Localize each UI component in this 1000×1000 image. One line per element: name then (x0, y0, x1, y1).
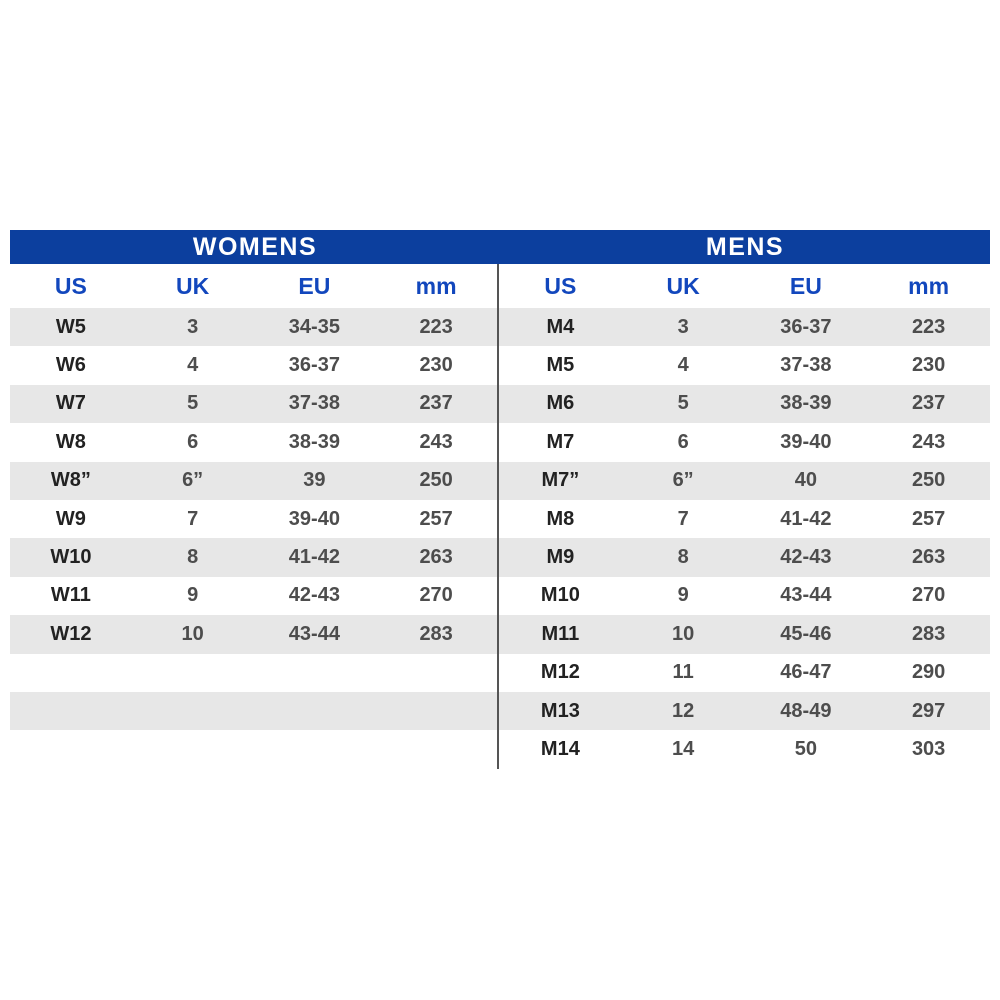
column-header-row (10, 264, 497, 308)
size-label-cell: M7 (546, 430, 575, 453)
size-label-cell: M8 (546, 507, 575, 530)
size-value-cell: 237 (911, 392, 946, 415)
size-label-cell: M6 (546, 392, 575, 415)
size-value-cell: 283 (419, 622, 453, 645)
column-header-row (499, 264, 990, 308)
size-value-cell: 290 (911, 661, 946, 684)
size-value-cell: 42-43 (288, 584, 340, 607)
size-value-cell: 7 (677, 507, 689, 530)
size-value-cell: 43-44 (288, 622, 340, 645)
mens-size-table (499, 264, 990, 769)
size-value-cell: 40 (794, 469, 817, 492)
table-row (10, 423, 497, 461)
size-value-cell: 270 (419, 584, 453, 607)
table-row (499, 538, 990, 576)
size-value-cell: 37-38 (780, 354, 832, 377)
column-header: mm (908, 272, 950, 299)
size-value-cell: 48-49 (780, 699, 832, 722)
size-value-cell: 5 (187, 392, 199, 415)
size-value-cell: 303 (911, 737, 946, 760)
womens-size-table (10, 264, 497, 769)
size-value-cell: 10 (672, 622, 695, 645)
size-label-cell: M14 (540, 737, 580, 760)
size-value-cell: 8 (677, 546, 689, 569)
size-label-cell: W5 (55, 315, 86, 338)
size-value-cell: 34-35 (288, 315, 340, 338)
size-value-cell: 42-43 (780, 546, 832, 569)
size-value-cell: 45-46 (780, 622, 832, 645)
size-value-cell: 250 (419, 469, 453, 492)
size-value-cell: 223 (419, 315, 453, 338)
table-row (10, 692, 497, 730)
column-header: US (544, 272, 577, 299)
table-row (10, 346, 497, 384)
size-value-cell: 37-38 (288, 392, 340, 415)
table-row (10, 538, 497, 576)
size-conversion-chart (10, 230, 990, 769)
size-value-cell: 36-37 (780, 315, 832, 338)
column-header: UK (176, 272, 210, 299)
size-label-cell: W10 (50, 546, 92, 569)
size-label-cell: W11 (50, 584, 91, 607)
table-row (499, 692, 990, 730)
size-value-cell: 46-47 (780, 661, 832, 684)
table-row (10, 615, 497, 653)
size-label-cell: W8” (50, 469, 91, 492)
table-row (10, 462, 497, 500)
size-label-cell: M11 (541, 622, 580, 645)
size-value-cell: 257 (911, 507, 946, 530)
table-row (10, 500, 497, 538)
size-label-cell: M12 (540, 661, 580, 684)
table-row (499, 308, 990, 346)
size-value-cell: 4 (187, 354, 199, 377)
womens-section-title: WOMENS (192, 232, 318, 261)
size-value-cell: 12 (672, 699, 695, 722)
size-value-cell: 39-40 (288, 507, 340, 530)
size-value-cell: 3 (677, 315, 689, 338)
size-label-cell: M9 (546, 546, 575, 569)
size-value-cell: 250 (911, 469, 946, 492)
table-row (10, 308, 497, 346)
size-label-cell: M10 (540, 584, 580, 607)
size-label-cell: M4 (546, 315, 575, 338)
table-row (499, 346, 990, 384)
table-row (499, 654, 990, 692)
column-header: UK (666, 272, 700, 299)
size-value-cell: 39 (303, 469, 326, 492)
size-value-cell: 6 (187, 430, 199, 453)
size-value-cell: 10 (181, 622, 204, 645)
size-value-cell: 3 (187, 315, 199, 338)
table-row (499, 577, 990, 615)
size-value-cell: 230 (419, 354, 453, 377)
column-header: EU (789, 272, 822, 299)
column-header: US (54, 272, 87, 299)
size-value-cell: 263 (911, 546, 946, 569)
table-row (499, 500, 990, 538)
size-value-cell: 7 (187, 507, 199, 530)
size-value-cell: 270 (911, 584, 946, 607)
size-value-cell: 223 (911, 315, 946, 338)
size-value-cell: 41-42 (288, 546, 340, 569)
size-value-cell: 5 (677, 392, 689, 415)
size-value-cell: 36-37 (288, 354, 340, 377)
column-header: mm (415, 272, 457, 299)
table-row (10, 385, 497, 423)
size-label-cell: M7” (541, 469, 580, 492)
size-value-cell: 257 (419, 507, 453, 530)
size-value-cell: 38-39 (780, 392, 832, 415)
table-row (10, 730, 497, 768)
size-label-cell: M5 (546, 354, 575, 377)
size-value-cell: 297 (911, 699, 946, 722)
size-label-cell: W9 (55, 507, 86, 530)
size-label-cell: W7 (55, 392, 86, 415)
size-value-cell: 11 (672, 661, 694, 684)
size-value-cell: 43-44 (780, 584, 832, 607)
table-row (499, 385, 990, 423)
size-label-cell: M13 (540, 699, 580, 722)
section-title-bar (10, 230, 990, 264)
size-value-cell: 8 (187, 546, 199, 569)
table-row (10, 577, 497, 615)
size-value-cell: 4 (677, 354, 689, 377)
size-value-cell: 41-42 (780, 507, 832, 530)
size-value-cell: 243 (911, 430, 946, 453)
size-value-cell: 14 (672, 737, 695, 760)
size-value-cell: 230 (911, 354, 946, 377)
size-value-cell: 38-39 (288, 430, 340, 453)
table-row (499, 462, 990, 500)
size-value-cell: 263 (419, 546, 453, 569)
size-value-cell: 6” (672, 469, 694, 492)
table-row (499, 423, 990, 461)
table-row (10, 654, 497, 692)
size-label-cell: W8 (55, 430, 86, 453)
size-value-cell: 6 (677, 430, 689, 453)
size-value-cell: 283 (911, 622, 946, 645)
size-value-cell: 9 (677, 584, 689, 607)
tables-container (10, 264, 990, 769)
size-value-cell: 6” (182, 469, 204, 492)
table-row (499, 730, 990, 768)
mens-section-title: MENS (705, 232, 785, 261)
size-label-cell: W6 (55, 354, 86, 377)
size-value-cell: 237 (419, 392, 453, 415)
size-value-cell: 39-40 (780, 430, 832, 453)
size-value-cell: 9 (187, 584, 199, 607)
size-label-cell: W12 (50, 622, 92, 645)
column-header: EU (298, 272, 331, 299)
table-row (499, 615, 990, 653)
size-value-cell: 243 (419, 430, 453, 453)
size-value-cell: 50 (794, 737, 817, 760)
